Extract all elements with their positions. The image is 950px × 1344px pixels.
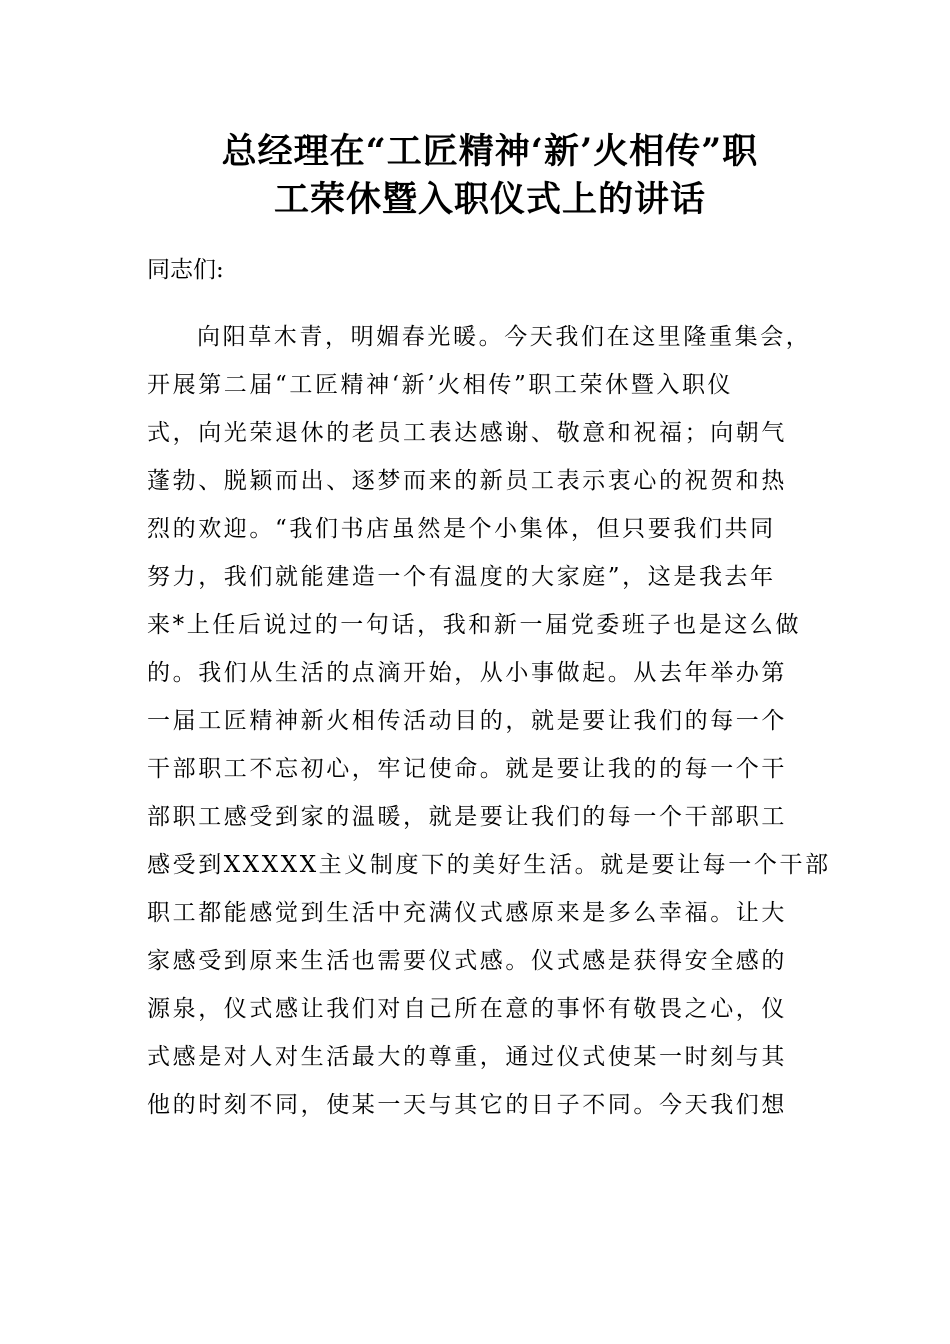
body-line: 开展第二届“工匠精神‘新’火相传”职工荣休暨入职仪 <box>147 372 734 398</box>
body-line: 来*上任后说过的一句话，我和新一届党委班子也是这么做 <box>147 612 802 638</box>
body-line: 的。我们从生活的点滴开始，从小事做起。从去年举办第 <box>147 660 787 686</box>
body-line: 职工都能感觉到生活中充满仪式感原来是多么幸福。让大 <box>147 900 787 926</box>
body-line: 源泉，仪式感让我们对自己所在意的事怀有敬畏之心，仪 <box>147 996 787 1022</box>
body-line: 他的时刻不同，使某一天与其它的日子不同。今天我们想 <box>147 1092 787 1118</box>
body-line: 家感受到原来生活也需要仪式感。仪式感是获得安全感的 <box>147 948 787 974</box>
body-line: 蓬勃、脱颖而出、逐梦而来的新员工表示衷心的祝贺和热 <box>147 468 787 494</box>
salutation: 同志们: <box>147 257 224 283</box>
body-line: 式感是对人对生活最大的尊重，通过仪式使某一时刻与其 <box>147 1044 787 1070</box>
body-line: 努力，我们就能建造一个有温度的大家庭”，这是我去年 <box>147 564 776 590</box>
body-line: 烈的欢迎。“我们书店虽然是个小集体，但只要我们共同 <box>147 516 776 542</box>
body-line: 式，向光荣退休的老员工表达感谢、敬意和祝福；向朝气 <box>147 420 787 446</box>
document-title <box>140 128 840 224</box>
body-line: 向阳草木青，明媚春光暖。今天我们在这里隆重集会， <box>197 324 812 350</box>
body-line: 一届工匠精神新火相传活动目的，就是要让我们的每一个 <box>147 708 787 734</box>
title-line-2: 工荣休暨入职仪式上的讲话 <box>273 179 706 220</box>
body-line: 干部职工不忘初心，牢记使命。就是要让我的的每一个干 <box>147 756 787 782</box>
body-line: 感受到XXXXX主义制度下的美好生活。就是要让每一个干部 <box>147 852 831 878</box>
body-paragraph <box>147 319 831 1135</box>
title-line-1: 总经理在“工匠精神‘新’火相传”职 <box>221 131 759 172</box>
body-line: 部职工感受到家的温暖，就是要让我们的每一个干部职工 <box>147 804 787 830</box>
